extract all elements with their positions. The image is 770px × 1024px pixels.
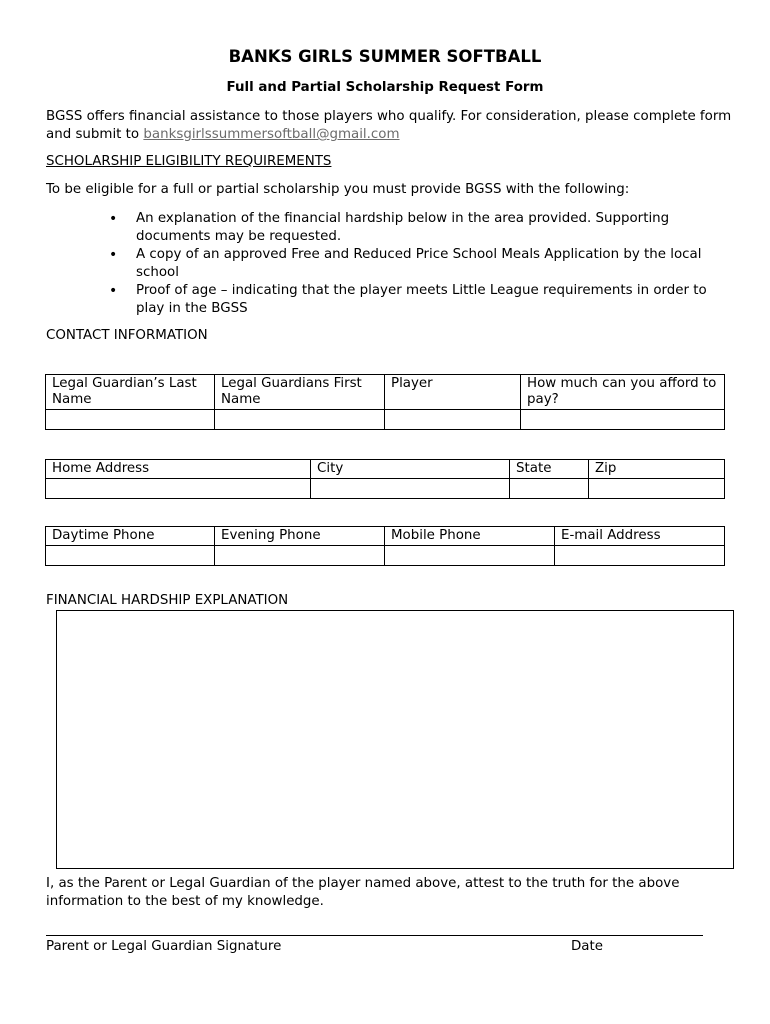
intro-paragraph [46, 108, 736, 144]
column-header: Legal Guardian’s Last Name [46, 375, 215, 410]
column-header: Daytime Phone [46, 527, 215, 546]
state-field[interactable] [510, 479, 589, 499]
table-row [46, 460, 725, 479]
daytime-phone-field[interactable] [46, 546, 215, 566]
column-header: Player [385, 375, 521, 410]
table-row [46, 375, 725, 410]
zip-field[interactable] [589, 479, 725, 499]
column-header: Evening Phone [215, 527, 385, 546]
guardian-first-name-field[interactable] [215, 410, 385, 430]
bullet-icon: • [109, 247, 118, 263]
column-header: E-mail Address [555, 527, 725, 546]
table-row [46, 546, 725, 566]
email-address-field[interactable] [555, 546, 725, 566]
page-title: BANKS GIRLS SUMMER SOFTBALL [228, 47, 542, 66]
list-item [90, 282, 735, 318]
contact-heading: CONTACT INFORMATION [46, 328, 208, 343]
signature-label: Parent or Legal Guardian Signature [46, 939, 282, 954]
hardship-explanation-textarea[interactable] [56, 610, 734, 869]
signature-line[interactable] [46, 935, 703, 936]
bullet-icon: • [109, 211, 118, 227]
column-header: State [510, 460, 589, 479]
column-header: Legal Guardians First Name [215, 375, 385, 410]
guardian-last-name-field[interactable] [46, 410, 215, 430]
column-header: How much can you afford to pay? [521, 375, 725, 410]
column-header: Home Address [46, 460, 311, 479]
requirement-text: Proof of age – indicating that the player meets Little League requirements in order to play in the BGSS [136, 283, 707, 316]
column-header: City [311, 460, 510, 479]
requirements-list [90, 210, 735, 318]
city-field[interactable] [311, 479, 510, 499]
afford-amount-field[interactable] [521, 410, 725, 430]
eligibility-heading: SCHOLARSHIP ELIGIBILITY REQUIREMENTS [46, 154, 332, 169]
column-header: Mobile Phone [385, 527, 555, 546]
table-row [46, 410, 725, 430]
attestation-text: I, as the Parent or Legal Guardian of the player named above, attest to the truth for the above information to the best of my knowledge. [46, 876, 680, 909]
list-item [90, 210, 735, 246]
page-subtitle: Full and Partial Scholarship Request Form [226, 80, 544, 95]
eligibility-lead: To be eligible for a full or partial scholarship you must provide BGSS with the following: [46, 182, 630, 197]
player-field[interactable] [385, 410, 521, 430]
address-table [45, 459, 725, 499]
list-item [90, 246, 735, 282]
table-row [46, 479, 725, 499]
home-address-field[interactable] [46, 479, 311, 499]
guardian-table [45, 374, 725, 430]
column-header: Zip [589, 460, 725, 479]
intro-text: BGSS offers financial assistance to those players who qualify. For consideration, please complete form and submit to [46, 109, 732, 142]
phone-table [45, 526, 725, 566]
bullet-icon: • [109, 283, 118, 299]
requirement-text: An explanation of the financial hardship below in the area provided. Supporting documents may be requested. [136, 211, 670, 244]
evening-phone-field[interactable] [215, 546, 385, 566]
requirement-text: A copy of an approved Free and Reduced Price School Meals Application by the local school [136, 247, 702, 280]
email-link[interactable]: banksgirlssummersoftball@gmail.com [143, 127, 400, 142]
hardship-heading: FINANCIAL HARDSHIP EXPLANATION [46, 593, 289, 608]
date-label: Date [571, 939, 604, 954]
mobile-phone-field[interactable] [385, 546, 555, 566]
table-row [46, 527, 725, 546]
